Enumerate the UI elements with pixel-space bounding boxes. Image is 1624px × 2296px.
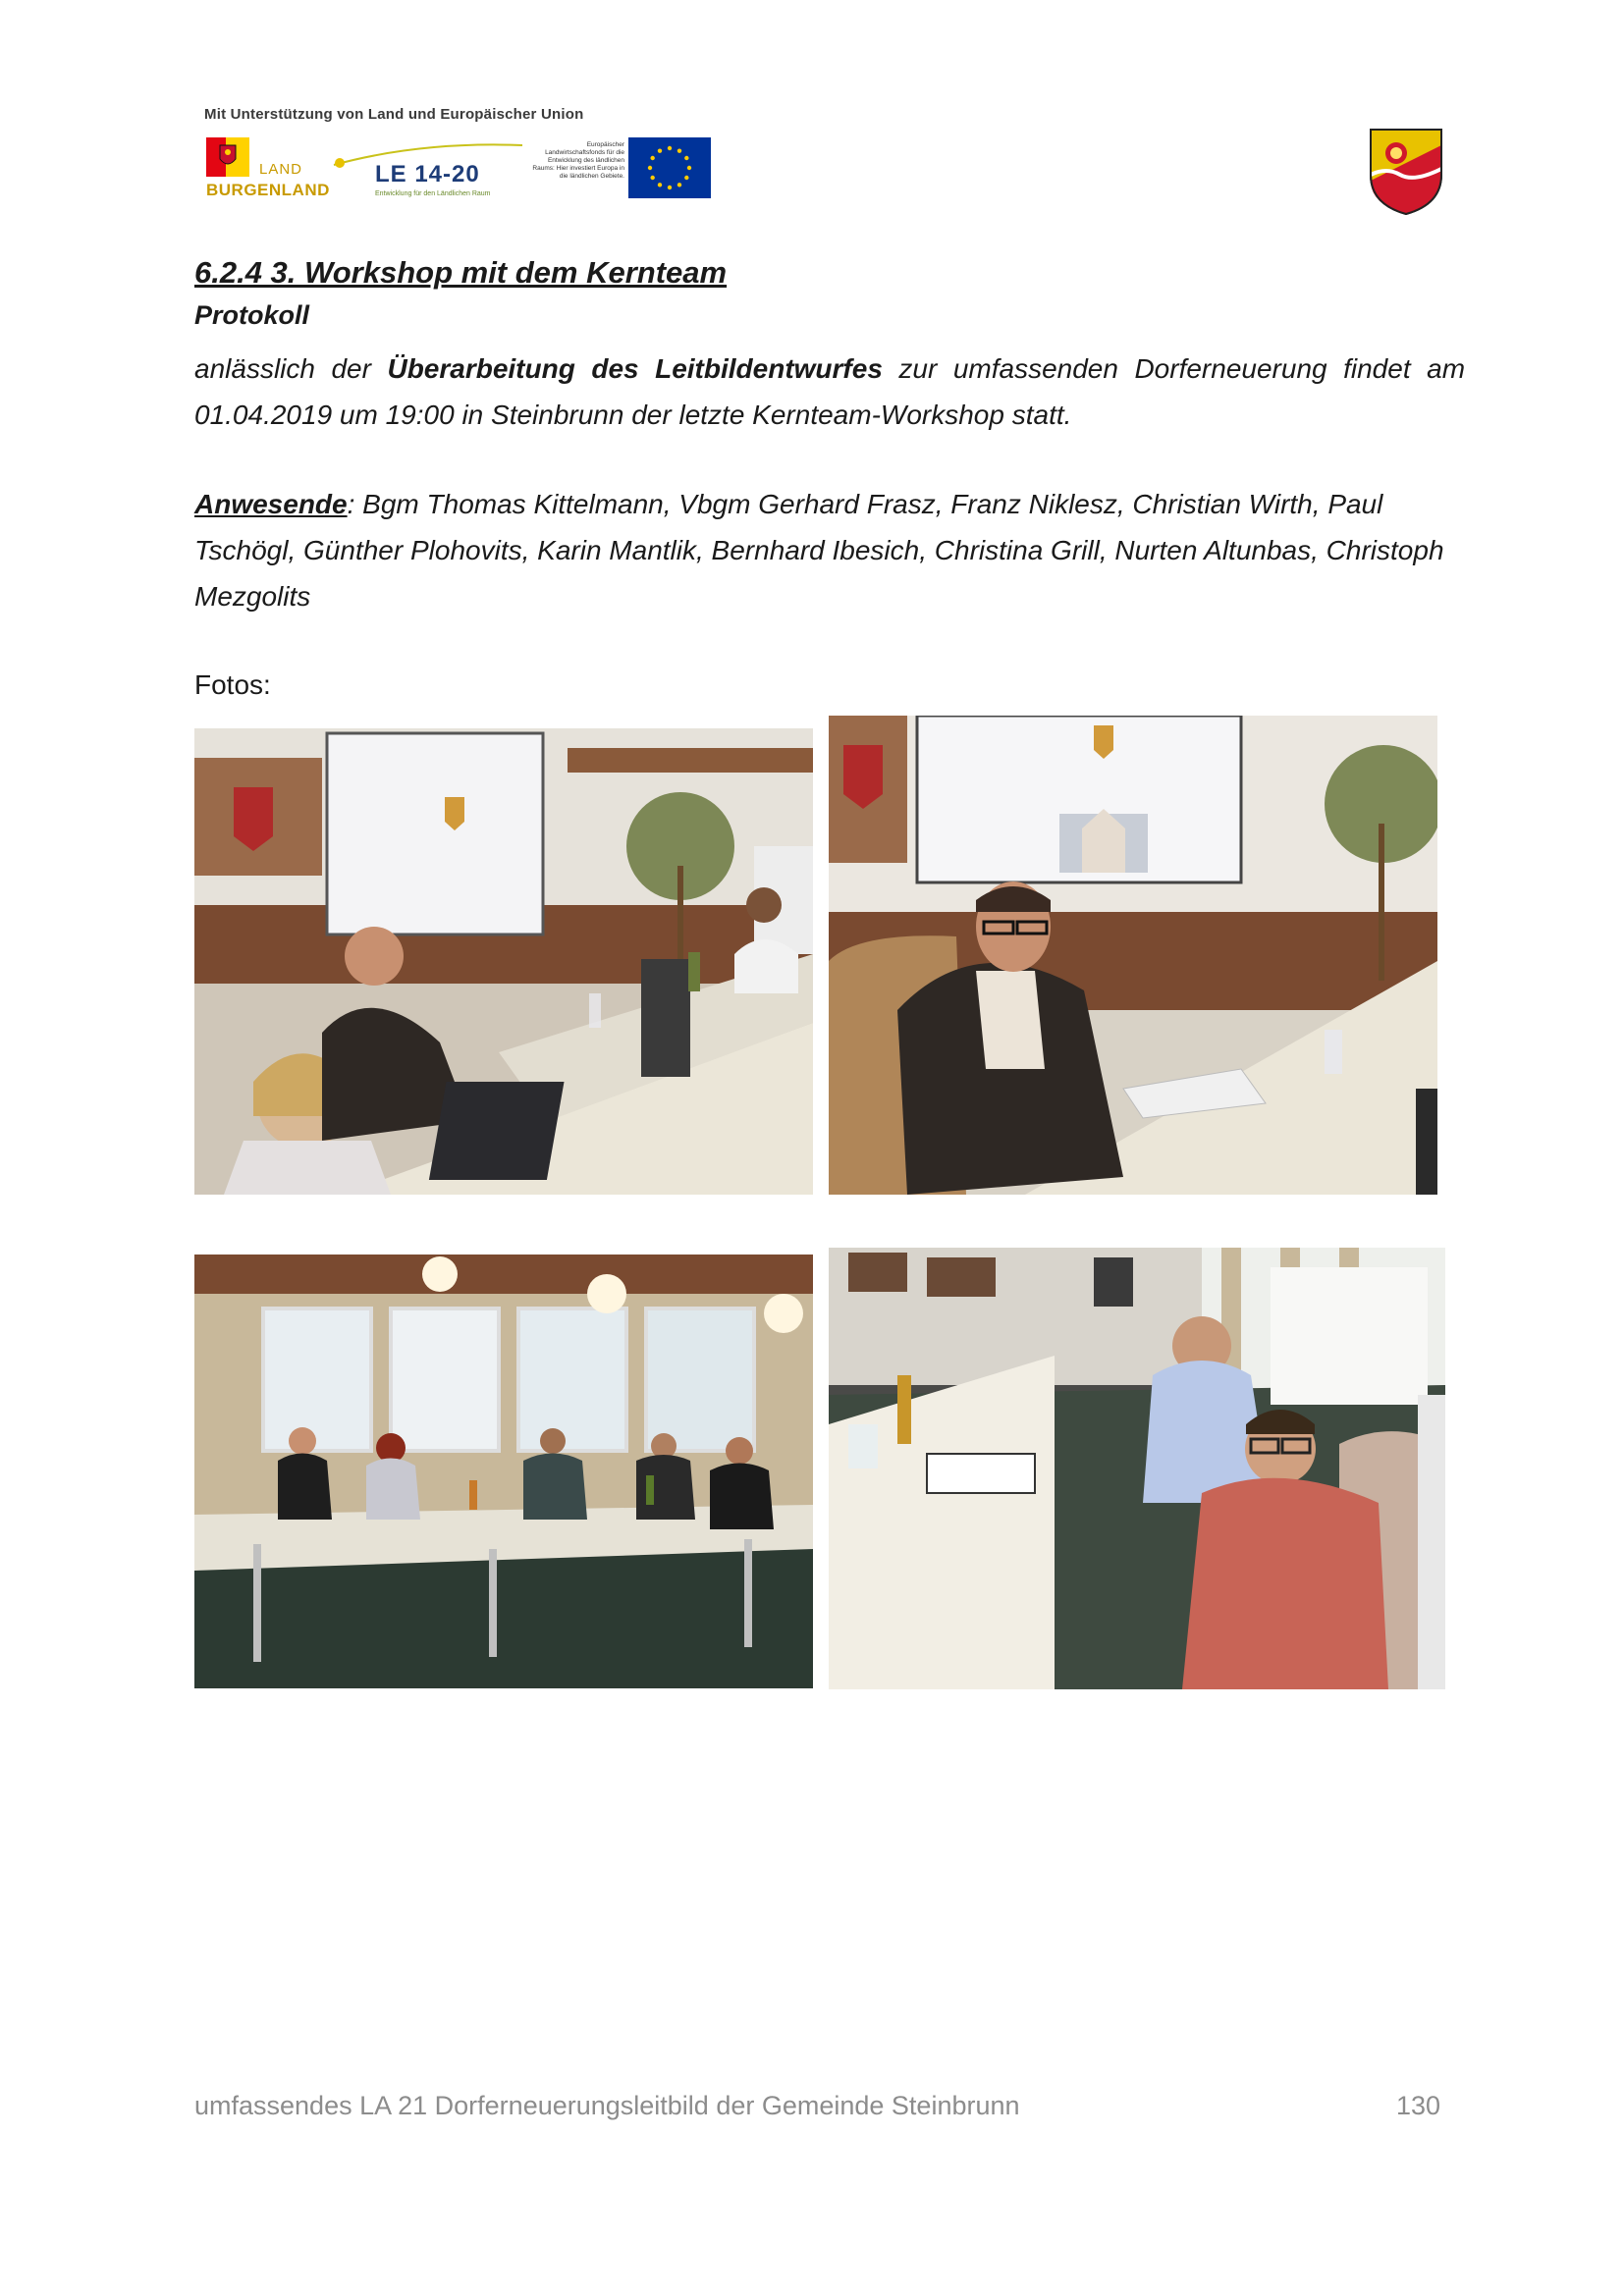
footer-text: umfassendes LA 21 Dorferneuerungsleitbild der Gemeinde Steinbrunn	[194, 2091, 1020, 2120]
workshop-photo-3	[194, 1255, 813, 1688]
steinbrunn-coat-of-arms-icon	[1367, 126, 1445, 216]
page-number: 130	[1396, 2091, 1441, 2120]
workshop-photo-2	[829, 716, 1437, 1195]
intro-paragraph	[194, 346, 1465, 438]
photos-label: Fotos:	[194, 669, 271, 700]
eu-fund-text: Europäischer Landwirtschaftsfonds für die Entwicklung des ländlichen Raums: Hier investiert Europa in die ländlichen Gebiete.	[532, 141, 624, 180]
intro-text-pre: anlässlich der	[194, 353, 388, 384]
eu-logo	[530, 137, 711, 200]
intro-text-bold: Überarbeitung des Leitbildentwurfes	[387, 353, 883, 384]
burgenland-name-label: BURGENLAND	[206, 181, 330, 199]
workshop-photo-4	[829, 1248, 1445, 1689]
attendees-paragraph	[194, 481, 1465, 619]
intro-text-post: zur umfassenden Dorferneuerung findet am 01.04.2019 um 19:00 in Steinbrunn der letzte Kernteam-Workshop statt.	[194, 353, 1466, 430]
burgenland-flag-icon	[206, 137, 249, 177]
eu-flag-icon	[628, 137, 711, 198]
le-logo-subtitle: Entwicklung für den Ländlichen Raum	[375, 190, 491, 197]
section-heading: 6.2.4 3. Workshop mit dem Kernteam	[194, 255, 728, 290]
support-line: Mit Unterstützung von Land und Europäischer Union	[204, 106, 584, 123]
burgenland-logo	[206, 137, 330, 202]
protocol-subheading: Protokoll	[194, 300, 310, 330]
workshop-photo-1	[194, 728, 813, 1195]
le-14-20-logo	[332, 139, 524, 202]
attendees-label: Anwesende	[194, 489, 348, 519]
attendees-list: : Bgm Thomas Kittelmann, Vbgm Gerhard Frasz, Franz Niklesz, Christian Wirth, Paul Tschögl, Günther Plohovits, Karin Mantlik, Bernhard Ibesich, Christina Grill, Nurten Altunbas, Christoph Mezgolits	[194, 489, 1444, 612]
le-logo-text: LE 14-20	[375, 161, 480, 187]
burgenland-land-label: LAND	[259, 161, 303, 178]
